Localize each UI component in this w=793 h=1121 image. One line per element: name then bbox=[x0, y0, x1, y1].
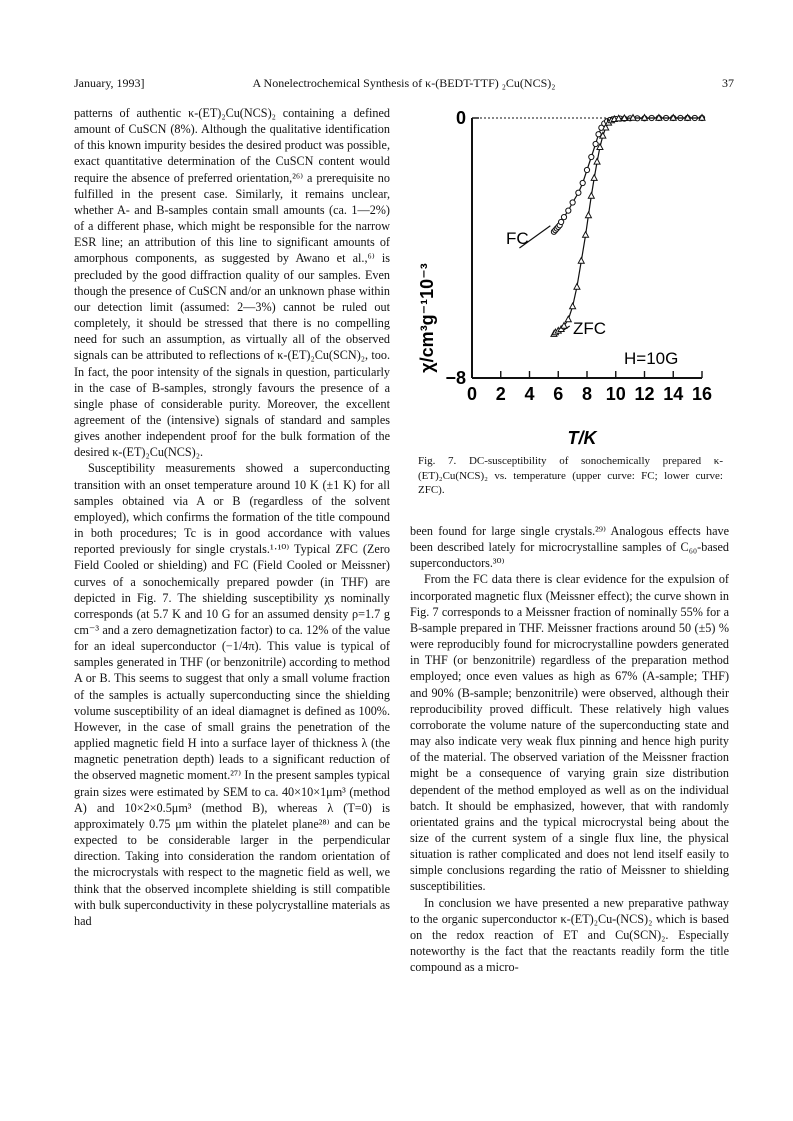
zfc-line bbox=[554, 118, 702, 334]
paragraph: From the FC data there is clear evidence for the expulsion of incorporated magnetic flux (Meissner effect); the curve shown in Fig. 7 corresponds to a Meissner fraction of nominally 55% for a B-sample prepared in THF. Meissner fractions around 50 (±5) % were reproducibly found for microcrystalline powders generated in THF (or benzonitrile) regardless of the preparation method employed; once even values as high as 67% (A-sample; THF) and 90% (B-sample; benzonitrile) were observed, although their reproducibility proved difficult. These relatively high values corroborate the volume nature of the superconducting state and may also indicate very weak flux pinning and hence high purity of the material. The observed variation of the Meissner fraction might be a consequence of varying grain size distribution dependent of the method employed as well as on the individual batch. It should be emphasized, however, that with randomly orientated grains and the typical microcrystal being about the size of the current system of a single flux line, the physical situation is rather complicated and does not lend itself easily to simple conclusions regarding the ratio of Meissner to shielding susceptibilities. bbox=[410, 572, 729, 894]
paragraph: In conclusion we have presented a new preparative pathway to the organic superconductor κ-(ET)₂Cu-(NCS)₂ which is based on the redox reaction of ET and Cu(SCN)₂. Especially noteworthy is the fact that the reactants readily form the title compound as a micro- bbox=[410, 895, 729, 975]
zfc-point bbox=[565, 316, 571, 322]
figure-caption: Fig. 7. DC-susceptibility of sonochemically prepared κ-(ET)₂Cu(NCS)₂ vs. temperature (upper curve: FC; lower curve: ZFC). bbox=[418, 455, 723, 496]
x-axis-label: T/K bbox=[567, 428, 597, 448]
zfc-annotation: ZFC bbox=[573, 319, 607, 338]
fc-point bbox=[589, 154, 594, 159]
fc-point bbox=[593, 141, 598, 146]
x-tick-label: 12 bbox=[634, 384, 655, 404]
y-axis-label: χ/cm³g⁻¹10⁻³ bbox=[417, 263, 437, 373]
x-tick-label: 8 bbox=[581, 384, 593, 404]
susceptibility-chart bbox=[410, 96, 729, 456]
running-header bbox=[74, 76, 734, 92]
header-title: A Nonelectrochemical Synthesis of κ-(BEDT-TTF) ₂Cu(NCS)₂ bbox=[252, 76, 556, 90]
x-tick-label: 0 bbox=[466, 384, 478, 404]
zfc-point bbox=[574, 284, 580, 290]
left-column bbox=[74, 105, 390, 929]
x-tick-label: 2 bbox=[495, 384, 506, 404]
zfc-point bbox=[591, 175, 597, 181]
fc-point bbox=[561, 215, 566, 220]
x-tick-label: 10 bbox=[605, 384, 626, 404]
fc-point bbox=[570, 200, 575, 205]
fc-point bbox=[559, 219, 564, 224]
zfc-point bbox=[570, 303, 576, 309]
field-annotation: H=10G bbox=[624, 349, 679, 368]
paragraph: been found for large single crystals.²⁹⁾ Analogous effects have been described lately for microcrystalline samples of C₆₀-based superconductors.³⁰⁾ bbox=[410, 524, 729, 571]
zfc-series bbox=[551, 115, 705, 337]
zfc-point bbox=[594, 158, 600, 164]
right-column bbox=[410, 523, 729, 975]
x-tick-label: 6 bbox=[553, 384, 564, 404]
paragraph: Susceptibility measurements showed a superconducting transition with an onset temperature around 10 K (±1 K) for all samples obtained via A or B (regardless of the solvent employed), which confirms the formation of the title compound in both procedures; Tc is in good accordance with values reported previously for single crystals.¹·¹⁰⁾ Typical ZFC (Zero Field Cooled or shielding) and FC (Field Cooled or Meissner) curves of a sonochemically prepared powder (in THF) are depicted in Fig. 7. The shielding susceptibility χs nominally corresponds (at 5.7 K and 10 G for an assumed density ρ=1.7 g cm⁻³ and a zero demagnetization factor) to ca. 12% of the value for an ideal superconductor (−1/4π). This value is typical of samples generated in THF (or benzonitrile) according to method A or B. This seems to suggest that only a small volume fraction of the samples is actually superconducting since the shielding volume susceptibility of an ideal diamagnet is defined as 100%. However, in the case of small grains the penetration of the applied magnetic field H into a surface layer of thickness λ (the magnetic penetration depth) leads to a significant reduction of the observed magnetic moment.²⁷⁾ In the present samples typical grain sizes were estimated by SEM to ca. 40×10×1μm³ (method A) and 10×2×0.5μm³ (method B), whereas λ (T=0) is approximately 0.75 μm within the platelet plane²⁸⁾ and can be expected to be considerable larger in the perpendicular direction. Taking into consideration the random orientation of the microcrystals with respect to the magnetic field as well, we think that the observed incomplete shielding is still compatible with bulk superconductivity in these polycrystalline materials as had bbox=[74, 461, 390, 928]
y-tick-label: 0 bbox=[455, 108, 466, 128]
x-tick-label: 14 bbox=[663, 384, 684, 404]
fc-annotation: FC bbox=[506, 229, 529, 248]
x-tick-label: 4 bbox=[524, 384, 535, 404]
plot-frame bbox=[472, 118, 702, 378]
fc-point bbox=[566, 208, 571, 213]
fc-series bbox=[551, 115, 704, 234]
page-number: 37 bbox=[722, 76, 734, 90]
zfc-point bbox=[578, 258, 584, 264]
fc-point bbox=[580, 180, 585, 185]
zfc-point bbox=[585, 212, 591, 218]
fc-line bbox=[554, 118, 702, 232]
header-date: January, 1993] bbox=[74, 76, 145, 90]
paragraph: patterns of authentic κ-(ET)₂Cu(NCS)₂ containing a defined amount of CuSCN (8%). Although the qualitative identification of this known impurity besides the desired product was possible, exact quantitative determination of the CuSCN content would require the absence of preferred orientation,²⁶⁾ a prerequisite no fulfilled in the present case. Similarly, it remains unclear, whether A- and B-samples contain small amounts (ca. 1—2%) of a different phase, which might be responsible for the narrow ESR line; an attribution of this line to significant amounts of amorphous components, as suggested by Awano et al.,⁶⁾ is precluded by the good diffraction quality of our samples. Even though the presence of CuSCN and/or an unknown phase within our detection limit (assumed: 2—3%) cannot be ruled out completely, it should be stressed that there is no compelling need for such an assumption, as virtually all of the observed signals can be attributed to reflections of κ-(ET)₂Cu(SCN)₂, too. In fact, the poor intensity of the signals in question, particularly in the case of B-samples, strongly favours the presence of a single phase of considerable purity. Moreover, the excellent agreement of the (intensive) signals of standard and samples gives another independent proof for the bulk formation of the desired κ-(ET)₂Cu(NCS)₂. bbox=[74, 106, 390, 460]
figure-7 bbox=[410, 96, 729, 456]
fc-point bbox=[584, 167, 589, 172]
zfc-point bbox=[583, 232, 589, 238]
zfc-point bbox=[588, 193, 594, 199]
x-tick-label: 16 bbox=[691, 384, 713, 404]
fc-point bbox=[576, 190, 581, 195]
y-tick-label: −8 bbox=[445, 368, 466, 388]
